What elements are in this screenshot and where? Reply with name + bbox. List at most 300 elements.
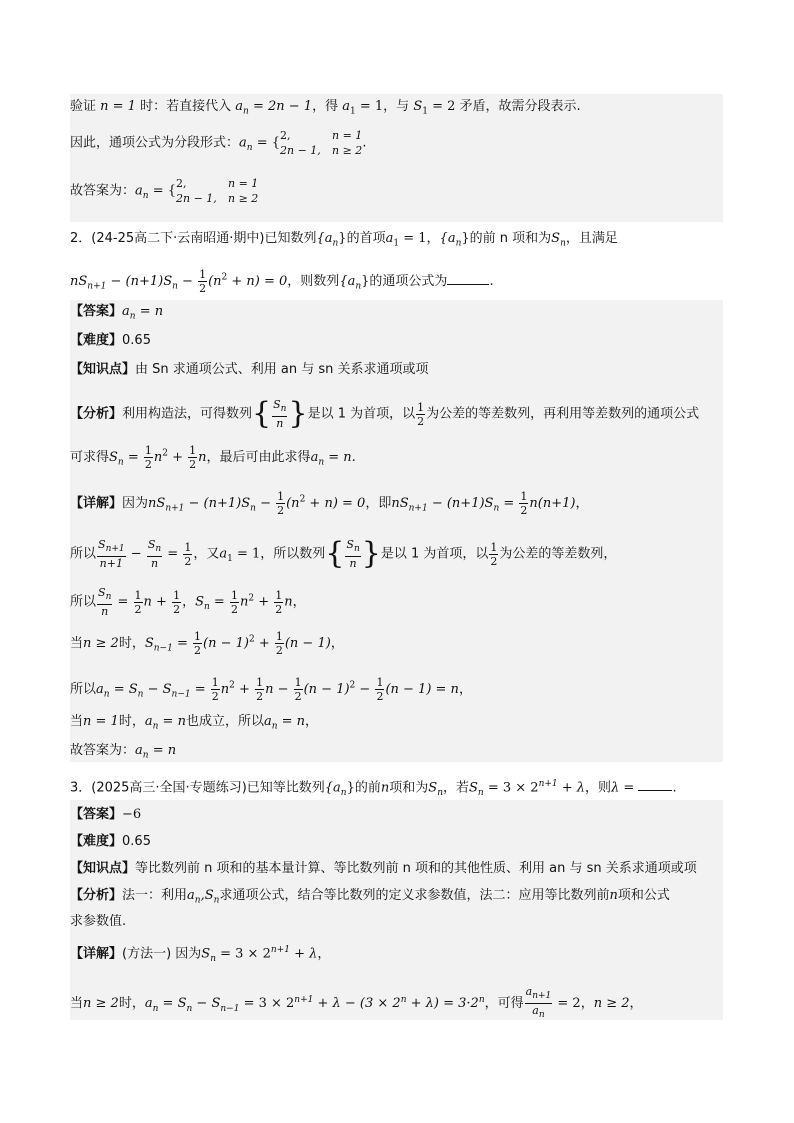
math: − bbox=[177, 274, 198, 289]
text: ， bbox=[458, 682, 472, 697]
math: S bbox=[109, 450, 118, 465]
denominator: n bbox=[101, 605, 109, 619]
math: S bbox=[144, 636, 154, 651]
text: 的前 n 项和为 bbox=[469, 231, 552, 246]
text: . bbox=[672, 780, 677, 796]
denominator: 2 bbox=[184, 554, 192, 568]
sup: 2 bbox=[221, 272, 228, 283]
math: n bbox=[153, 450, 163, 465]
math: + λ − (3 × 2 bbox=[313, 996, 401, 1012]
math: S bbox=[195, 594, 204, 610]
section-tag: 【详解】 bbox=[70, 946, 123, 962]
math: λ = bbox=[611, 780, 639, 796]
math: {a bbox=[439, 231, 456, 246]
text: (方法一) 因为 bbox=[122, 946, 202, 962]
section-tag: 【答案】 bbox=[70, 304, 123, 319]
sup: 2 bbox=[162, 448, 168, 459]
math: − S bbox=[192, 996, 221, 1012]
fraction bbox=[211, 676, 220, 703]
answer-value: −6 bbox=[122, 807, 142, 822]
sub: n bbox=[213, 895, 220, 906]
math: a bbox=[135, 743, 143, 758]
sub: n−1 bbox=[153, 643, 173, 654]
sub: n bbox=[172, 281, 178, 292]
math: n bbox=[220, 682, 230, 697]
sub: n bbox=[129, 311, 136, 322]
q2-difficulty bbox=[70, 332, 151, 350]
text: ， bbox=[629, 996, 643, 1012]
q2-stem-line2 bbox=[70, 268, 494, 296]
denominator: 2 bbox=[376, 690, 384, 703]
q2-final bbox=[70, 742, 176, 765]
math: S bbox=[428, 780, 438, 796]
fraction bbox=[525, 985, 553, 1022]
section-tag: 【知识点】 bbox=[70, 861, 136, 876]
math: } bbox=[461, 231, 470, 246]
text: ，可得 bbox=[484, 996, 524, 1012]
text: 当 bbox=[70, 636, 84, 651]
math: a bbox=[532, 1004, 539, 1018]
piece-value: 2, bbox=[176, 177, 187, 190]
q3-knowledge bbox=[70, 860, 697, 878]
fraction bbox=[294, 676, 303, 703]
text: ， bbox=[580, 996, 594, 1012]
difficulty-value: 0.65 bbox=[122, 333, 151, 348]
fraction bbox=[97, 538, 126, 570]
text: 时， bbox=[118, 636, 145, 651]
q3-stem bbox=[70, 775, 677, 802]
math: n bbox=[609, 888, 618, 903]
math: = 3 × 2 bbox=[483, 780, 539, 796]
math: S bbox=[201, 946, 211, 962]
text: ， bbox=[330, 636, 344, 651]
numerator: 1 bbox=[490, 540, 498, 554]
numerator: 1 bbox=[275, 588, 283, 602]
numerator bbox=[147, 538, 162, 557]
denominator: 2 bbox=[199, 282, 207, 295]
math: a bbox=[187, 888, 195, 903]
math: + n) = 0 bbox=[305, 496, 366, 511]
denominator: n+1 bbox=[99, 557, 123, 571]
fraction bbox=[275, 630, 284, 657]
denominator: 2 bbox=[173, 602, 181, 616]
q2-detail-line1 bbox=[70, 490, 589, 518]
fraction bbox=[272, 398, 287, 430]
sub: n bbox=[355, 281, 362, 292]
sub: n bbox=[477, 787, 484, 798]
sub: n bbox=[103, 689, 110, 700]
numerator: 1 bbox=[144, 444, 152, 457]
math: = bbox=[123, 450, 143, 465]
section-tag: 【难度】 bbox=[70, 333, 123, 348]
sup: n+1 bbox=[538, 779, 558, 789]
text: ， bbox=[182, 594, 196, 610]
math: n bbox=[198, 450, 207, 465]
sub: 1 bbox=[393, 238, 400, 249]
math: nS bbox=[391, 496, 409, 511]
math: = 2n − 1 bbox=[248, 99, 313, 114]
math: = n bbox=[135, 304, 164, 319]
math: = n bbox=[158, 714, 186, 729]
fraction bbox=[375, 676, 384, 703]
text: ， bbox=[292, 594, 306, 610]
sub: 1 bbox=[227, 554, 233, 565]
denominator: n bbox=[150, 557, 159, 571]
text: 验证 bbox=[70, 99, 97, 114]
text: 因此，通项公式为分段形式： bbox=[70, 135, 240, 151]
math: = bbox=[499, 496, 519, 511]
math: = bbox=[172, 636, 192, 651]
sub: n bbox=[340, 787, 347, 798]
brace-right: } bbox=[288, 396, 308, 432]
math: − (n+1)S bbox=[427, 496, 494, 511]
denominator bbox=[525, 1004, 553, 1022]
math: n + bbox=[143, 594, 172, 610]
math: {a bbox=[316, 231, 333, 246]
math: n ≥ 2 bbox=[593, 996, 630, 1012]
section-tag: 【分析】 bbox=[70, 888, 123, 903]
math: } bbox=[361, 274, 370, 289]
q2-answer bbox=[70, 303, 163, 326]
math: nS bbox=[148, 496, 166, 511]
math: = bbox=[190, 682, 210, 697]
math: − (n+1)S bbox=[106, 274, 173, 289]
sol1-line3 bbox=[70, 176, 258, 206]
math: = 3 × 2 bbox=[216, 946, 271, 962]
sub: n−1 bbox=[171, 689, 191, 700]
q3-detail-line2 bbox=[70, 985, 643, 1022]
sub: n+1 bbox=[165, 503, 185, 514]
brace-right: } bbox=[361, 536, 381, 572]
text: 故答案为： bbox=[70, 183, 136, 199]
q2-knowledge bbox=[70, 361, 429, 379]
math: (n bbox=[286, 496, 300, 511]
fraction bbox=[230, 589, 239, 616]
math: = S bbox=[158, 996, 187, 1012]
math: n ≥ 2 bbox=[83, 636, 119, 651]
denominator: 2 bbox=[134, 602, 142, 616]
math: S bbox=[551, 231, 561, 246]
text: 时， bbox=[118, 996, 145, 1012]
text: ，与 bbox=[383, 99, 410, 114]
math: = 1 bbox=[399, 231, 427, 246]
text: 项和公式 bbox=[617, 888, 670, 903]
math: n(n+1) bbox=[529, 496, 576, 511]
text: 求参数值. bbox=[70, 914, 127, 929]
math: S bbox=[413, 99, 423, 114]
q3-detail-line1 bbox=[70, 941, 330, 968]
piece-cond: n = 1 bbox=[332, 129, 363, 142]
math: = 1 bbox=[232, 546, 261, 562]
denominator: 2 bbox=[189, 458, 197, 471]
text: 的前 bbox=[354, 780, 381, 796]
text: . bbox=[489, 274, 494, 289]
sup: n+1 bbox=[294, 994, 314, 1005]
text: 矛盾，故需分段表示. bbox=[459, 99, 581, 114]
sup: n bbox=[400, 994, 407, 1005]
text: 2．(24-25高二下·云南昭通·期中)已知数列 bbox=[70, 231, 317, 246]
math: n bbox=[380, 780, 390, 796]
numerator: 1 bbox=[417, 400, 425, 414]
text: 所以 bbox=[70, 546, 97, 562]
text: 所以 bbox=[70, 594, 97, 610]
math: a bbox=[235, 99, 244, 114]
sub: n bbox=[152, 721, 159, 732]
text: 的首项 bbox=[346, 231, 386, 246]
denominator: n bbox=[276, 417, 284, 431]
sub: 1 bbox=[349, 106, 356, 117]
math: a bbox=[144, 714, 153, 729]
text: 3．(2025高三·全国·专题练习)已知等比数列 bbox=[70, 780, 325, 796]
denominator: 2 bbox=[230, 602, 238, 616]
math: a bbox=[342, 99, 350, 114]
sub: n+1 bbox=[105, 544, 125, 555]
math: n = 1 bbox=[100, 99, 136, 114]
math: + λ bbox=[557, 780, 586, 796]
text: 是以 1 为首项，以 bbox=[380, 546, 489, 562]
math: (n − 1) bbox=[303, 682, 350, 697]
sub: n−1 bbox=[220, 1003, 240, 1014]
math: (n bbox=[208, 274, 222, 289]
piece-value: 2n − 1, bbox=[280, 144, 321, 157]
knowledge-text: 等比数列前 n 项和的基本量计算、等比数列前 n 项和的其他性质、利用 an 与 sn 关系求通项或项 bbox=[135, 861, 697, 876]
math: S bbox=[147, 538, 156, 551]
text: 为公差的等差数列， bbox=[499, 546, 617, 562]
numerator: 1 bbox=[277, 490, 285, 503]
q2-analysis-line1 bbox=[70, 398, 699, 430]
q3-analysis-line1 bbox=[70, 887, 670, 910]
math: + λ) = 3·2 bbox=[406, 996, 479, 1012]
math: = { bbox=[252, 135, 281, 151]
math: n = 1 bbox=[83, 714, 119, 729]
piece-value: 2n − 1, bbox=[176, 192, 217, 205]
math: {a bbox=[324, 780, 341, 796]
denominator: 2 bbox=[417, 414, 425, 428]
fraction bbox=[172, 589, 181, 616]
fraction bbox=[144, 444, 153, 471]
denominator: 2 bbox=[194, 644, 201, 657]
math: S bbox=[469, 780, 478, 796]
brace-left: { bbox=[325, 536, 345, 572]
q2-detail-line2 bbox=[70, 538, 616, 570]
numerator: 1 bbox=[134, 588, 142, 602]
sup: n bbox=[478, 994, 485, 1005]
q2-detail-line3 bbox=[70, 586, 306, 618]
piece-cond: n ≥ 2 bbox=[228, 192, 259, 205]
fraction bbox=[276, 490, 285, 517]
sub: n bbox=[332, 238, 339, 249]
numerator: 1 bbox=[173, 588, 181, 602]
denominator: 2 bbox=[520, 504, 528, 517]
text: ，所以数列 bbox=[260, 546, 326, 562]
sub: n bbox=[538, 1010, 545, 1021]
answer-blank bbox=[638, 778, 672, 791]
math: a bbox=[144, 996, 153, 1012]
math: + bbox=[234, 682, 255, 697]
math: a bbox=[385, 231, 394, 246]
sub: 1 bbox=[422, 106, 428, 117]
numerator: 1 bbox=[199, 268, 207, 281]
section-tag: 【分析】 bbox=[70, 406, 123, 422]
math: = n. bbox=[324, 450, 356, 465]
text: ，最后可由此求得 bbox=[206, 450, 311, 465]
piecewise bbox=[176, 176, 258, 206]
text: ，则 bbox=[585, 780, 612, 796]
text: 法一：利用 bbox=[122, 888, 188, 903]
sub: n bbox=[243, 106, 249, 117]
math: n − bbox=[265, 682, 293, 697]
numerator: 1 bbox=[256, 676, 264, 689]
q2-stem-line1 bbox=[70, 230, 618, 253]
text: 当 bbox=[70, 714, 84, 729]
sub: n bbox=[142, 750, 149, 761]
fraction bbox=[489, 541, 498, 568]
sub: n+1 bbox=[87, 281, 107, 292]
numerator: 1 bbox=[230, 588, 238, 602]
sub: n bbox=[117, 457, 124, 468]
fraction bbox=[188, 444, 197, 471]
text: ， bbox=[305, 714, 319, 729]
text: 因为 bbox=[122, 496, 149, 511]
numerator bbox=[97, 586, 112, 605]
section-tag: 【知识点】 bbox=[70, 362, 136, 377]
math: a bbox=[263, 714, 272, 729]
sub: n+1 bbox=[408, 503, 428, 514]
math: = bbox=[113, 594, 133, 610]
q2-detail-line4 bbox=[70, 630, 344, 658]
text: 为公差的等差数列，再利用等差数列的通项公式 bbox=[426, 406, 700, 422]
math: S bbox=[346, 538, 354, 551]
numerator: 1 bbox=[194, 630, 201, 643]
sub: n bbox=[318, 457, 325, 468]
q3-answer bbox=[70, 806, 141, 824]
fraction bbox=[183, 541, 192, 568]
sup: n+1 bbox=[270, 945, 290, 955]
text: ，又 bbox=[193, 546, 220, 562]
math: a bbox=[122, 304, 130, 319]
q3-difficulty bbox=[70, 833, 151, 851]
math: } bbox=[346, 780, 355, 796]
text: 可求得 bbox=[70, 450, 110, 465]
brace-left: { bbox=[252, 396, 272, 432]
numerator: 1 bbox=[189, 444, 197, 457]
sub: n bbox=[280, 404, 287, 415]
sub: n bbox=[152, 1003, 159, 1014]
q2-analysis-line2 bbox=[70, 444, 356, 472]
sol1-line2 bbox=[70, 128, 366, 158]
piece-cond: n ≥ 2 bbox=[332, 144, 363, 157]
math: n bbox=[284, 594, 293, 610]
piece-value: 2, bbox=[280, 129, 291, 142]
text: ，即 bbox=[365, 496, 392, 511]
math: S bbox=[98, 538, 106, 551]
numerator: 1 bbox=[520, 490, 528, 503]
fraction bbox=[345, 538, 360, 570]
math: + bbox=[168, 450, 188, 465]
sub: n bbox=[455, 238, 462, 249]
answer-blank bbox=[447, 272, 489, 285]
text: 求通项公式，结合等比数列的定义求参数值，法二：应用等比数列前 bbox=[219, 888, 610, 903]
math: S bbox=[98, 586, 106, 599]
sol1-line1 bbox=[70, 98, 581, 121]
math: + n) = 0 bbox=[227, 274, 288, 289]
math: = n bbox=[277, 714, 306, 729]
piece-cond: n = 1 bbox=[228, 177, 259, 190]
text: 时， bbox=[118, 714, 145, 729]
numerator: 1 bbox=[184, 540, 192, 554]
section-tag: 【答案】 bbox=[70, 807, 123, 822]
fraction bbox=[519, 490, 528, 517]
text: . bbox=[362, 135, 367, 151]
text: ，得 bbox=[312, 99, 339, 114]
text: ， bbox=[317, 946, 331, 962]
math: a bbox=[525, 985, 533, 998]
sub: n bbox=[194, 895, 201, 906]
denominator: 2 bbox=[275, 644, 283, 657]
math: = 1 bbox=[355, 99, 384, 114]
text: 故答案为： bbox=[70, 743, 136, 758]
text: ， bbox=[575, 496, 589, 511]
text: 是以 1 为首项，以 bbox=[307, 406, 416, 422]
sub: n bbox=[353, 544, 360, 555]
text: 当 bbox=[70, 996, 84, 1012]
numerator bbox=[97, 538, 126, 557]
q3-analysis-line2 bbox=[70, 913, 126, 931]
sub: n bbox=[560, 238, 566, 249]
math: a bbox=[96, 682, 104, 697]
math: a bbox=[219, 546, 228, 562]
math: nS bbox=[70, 274, 88, 289]
denominator: 2 bbox=[256, 690, 264, 703]
numerator: 1 bbox=[294, 676, 302, 689]
sub: n+1 bbox=[532, 991, 552, 1002]
text: 也成立，所以 bbox=[185, 714, 264, 729]
text: ， bbox=[426, 231, 440, 246]
text: 时：若直接代入 bbox=[140, 99, 232, 114]
fraction bbox=[416, 401, 425, 428]
math: a bbox=[310, 450, 319, 465]
math: ,S bbox=[200, 888, 214, 903]
math: = S bbox=[109, 682, 138, 697]
fraction bbox=[134, 589, 143, 616]
fraction bbox=[274, 589, 283, 616]
denominator: 2 bbox=[490, 554, 498, 568]
math: n bbox=[239, 594, 249, 610]
math: S bbox=[273, 398, 281, 411]
sub: n bbox=[271, 721, 278, 732]
math: = 2 bbox=[553, 996, 581, 1012]
sub: n bbox=[137, 689, 144, 700]
math: − S bbox=[143, 682, 172, 697]
math: = 2 bbox=[427, 99, 456, 114]
denominator: n bbox=[349, 557, 357, 571]
math: (n − 1) bbox=[203, 636, 249, 651]
math: = bbox=[209, 594, 229, 610]
math: + bbox=[254, 594, 274, 610]
sub: n bbox=[210, 953, 216, 964]
sup: 2 bbox=[248, 634, 255, 645]
denominator: 2 bbox=[275, 602, 283, 616]
sup: 2 bbox=[248, 593, 255, 604]
sub: n bbox=[203, 602, 210, 613]
numerator bbox=[345, 538, 360, 557]
text: 项和为 bbox=[389, 780, 429, 796]
sub: n bbox=[437, 787, 443, 798]
section-tag: 【难度】 bbox=[70, 834, 123, 849]
math: = { bbox=[148, 183, 177, 199]
denominator: 2 bbox=[144, 458, 152, 471]
fraction bbox=[255, 676, 264, 703]
